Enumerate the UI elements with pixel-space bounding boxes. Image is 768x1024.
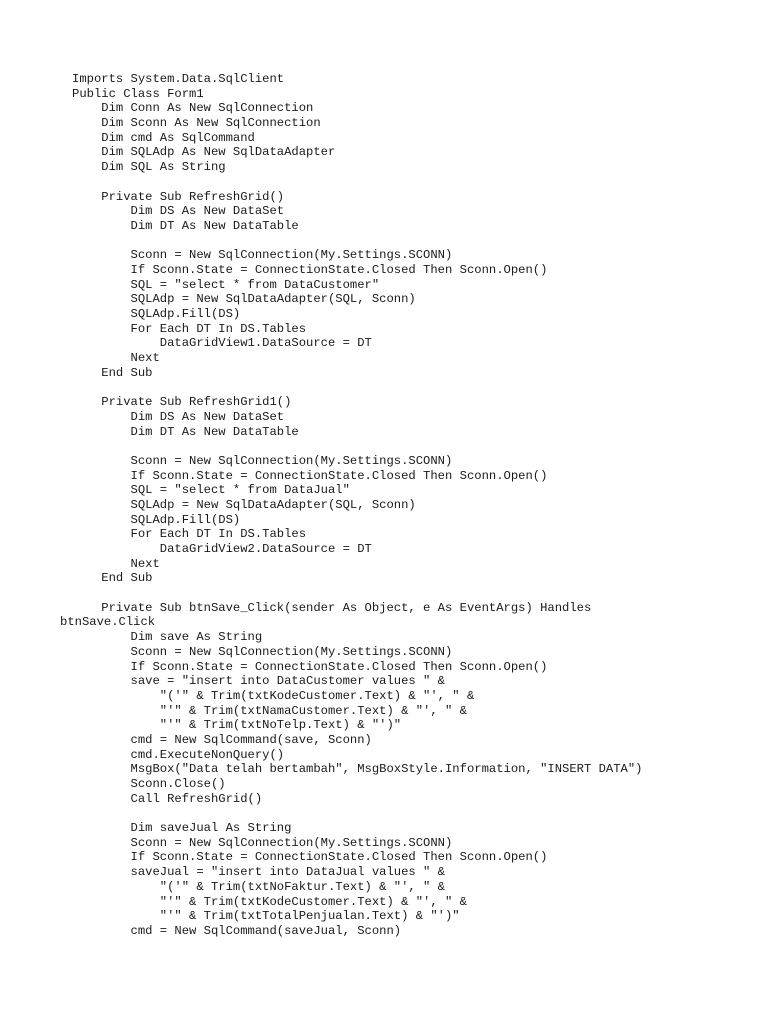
code-line: Sconn.Close(): [72, 777, 226, 791]
code-line: SQL = "select * from DataJual": [72, 483, 350, 498]
code-line: For Each DT In DS.Tables: [72, 527, 307, 542]
code-line: Call RefreshGrid(): [72, 791, 263, 806]
code-line: [72, 234, 762, 249]
code-line: DataGridView2.DataSource = DT: [72, 542, 372, 556]
code-line: Dim DS As New DataSet: [72, 204, 285, 219]
code-line: DataGridView1.DataSource = DT: [72, 336, 372, 351]
code-line: If Sconn.State = ConnectionState.Closed Then Sconn.Open(): [72, 262, 548, 277]
code-line: End Sub: [72, 571, 153, 586]
code-line: "('" & Trim(txtKodeCustomer.Text) & "', " &: [72, 688, 475, 703]
code-line: [72, 806, 762, 821]
code-line: Dim DT As New DataTable: [72, 218, 299, 233]
code-listing: [60, 72, 762, 939]
code-line: Next: [72, 556, 160, 571]
code-line: Dim SQL As String: [72, 160, 226, 175]
code-line: SQLAdp = New SqlDataAdapter(SQL, Sconn): [72, 292, 416, 307]
code-line: Dim save As String: [72, 630, 263, 645]
code-line: "'" & Trim(txtNamaCustomer.Text) & "', " &: [72, 703, 467, 718]
code-line: [72, 380, 762, 395]
code-line: SQLAdp.Fill(DS): [72, 512, 241, 527]
code-line: Next: [72, 351, 160, 366]
code-line: Sconn = New SqlConnection(My.Settings.SCONN): [72, 248, 453, 263]
code-line: SQLAdp = New SqlDataAdapter(SQL, Sconn): [72, 497, 416, 512]
code-line: Private Sub btnSave_Click(sender As Object, e As EventArgs) Handles: [72, 600, 592, 615]
code-line: End Sub: [72, 365, 153, 380]
code-line: "('" & Trim(txtNoFaktur.Text) & "', " &: [72, 879, 445, 894]
code-line: Dim DT As New DataTable: [72, 424, 299, 439]
code-line: [72, 175, 762, 190]
code-line: cmd.ExecuteNonQuery(): [72, 747, 285, 762]
code-line: Sconn = New SqlConnection(My.Settings.SCONN): [72, 835, 453, 850]
code-line: cmd = New SqlCommand(save, Sconn): [72, 732, 372, 747]
code-line: Dim Sconn As New SqlConnection: [72, 116, 321, 131]
code-line: [72, 586, 762, 601]
code-line: "'" & Trim(txtNoTelp.Text) & "')": [72, 718, 402, 733]
code-line: saveJual = "insert into DataJual values " &: [72, 865, 445, 880]
code-line: Sconn = New SqlConnection(My.Settings.SCONN): [72, 644, 453, 659]
code-line: If Sconn.State = ConnectionState.Closed Then Sconn.Open(): [72, 468, 548, 483]
code-line: For Each DT In DS.Tables: [72, 321, 307, 336]
code-line: MsgBox("Data telah bertambah", MsgBoxStyle.Information, "INSERT DATA"): [72, 762, 643, 777]
code-line: Sconn = New SqlConnection(My.Settings.SCONN): [72, 453, 453, 468]
code-line: SQLAdp.Fill(DS): [72, 307, 241, 321]
code-line: Dim SQLAdp As New SqlDataAdapter: [72, 145, 336, 160]
code-line: SQL = "select * from DataCustomer": [72, 277, 380, 292]
code-line: Dim cmd As SqlCommand: [72, 130, 255, 145]
code-line: Private Sub RefreshGrid(): [72, 189, 285, 204]
code-line: "'" & Trim(txtKodeCustomer.Text) & "', " &: [72, 894, 467, 909]
code-line: save = "insert into DataCustomer values " &: [72, 674, 445, 689]
code-line-wrapped: btnSave.Click: [60, 615, 156, 630]
code-line: Dim saveJual As String: [72, 821, 292, 836]
code-line: Dim Conn As New SqlConnection: [72, 101, 314, 116]
code-line: Public Class Form1: [72, 86, 204, 101]
code-line: If Sconn.State = ConnectionState.Closed Then Sconn.Open(): [72, 659, 548, 674]
code-line: Private Sub RefreshGrid1(): [72, 395, 292, 410]
code-line: Dim DS As New DataSet: [72, 409, 285, 424]
code-line: [72, 439, 762, 454]
code-line: cmd = New SqlCommand(saveJual, Sconn): [72, 923, 402, 938]
code-line: Imports System.Data.SqlClient: [72, 72, 285, 86]
code-line: If Sconn.State = ConnectionState.Closed Then Sconn.Open(): [72, 850, 548, 865]
code-line: "'" & Trim(txtTotalPenjualan.Text) & "')": [72, 909, 460, 924]
